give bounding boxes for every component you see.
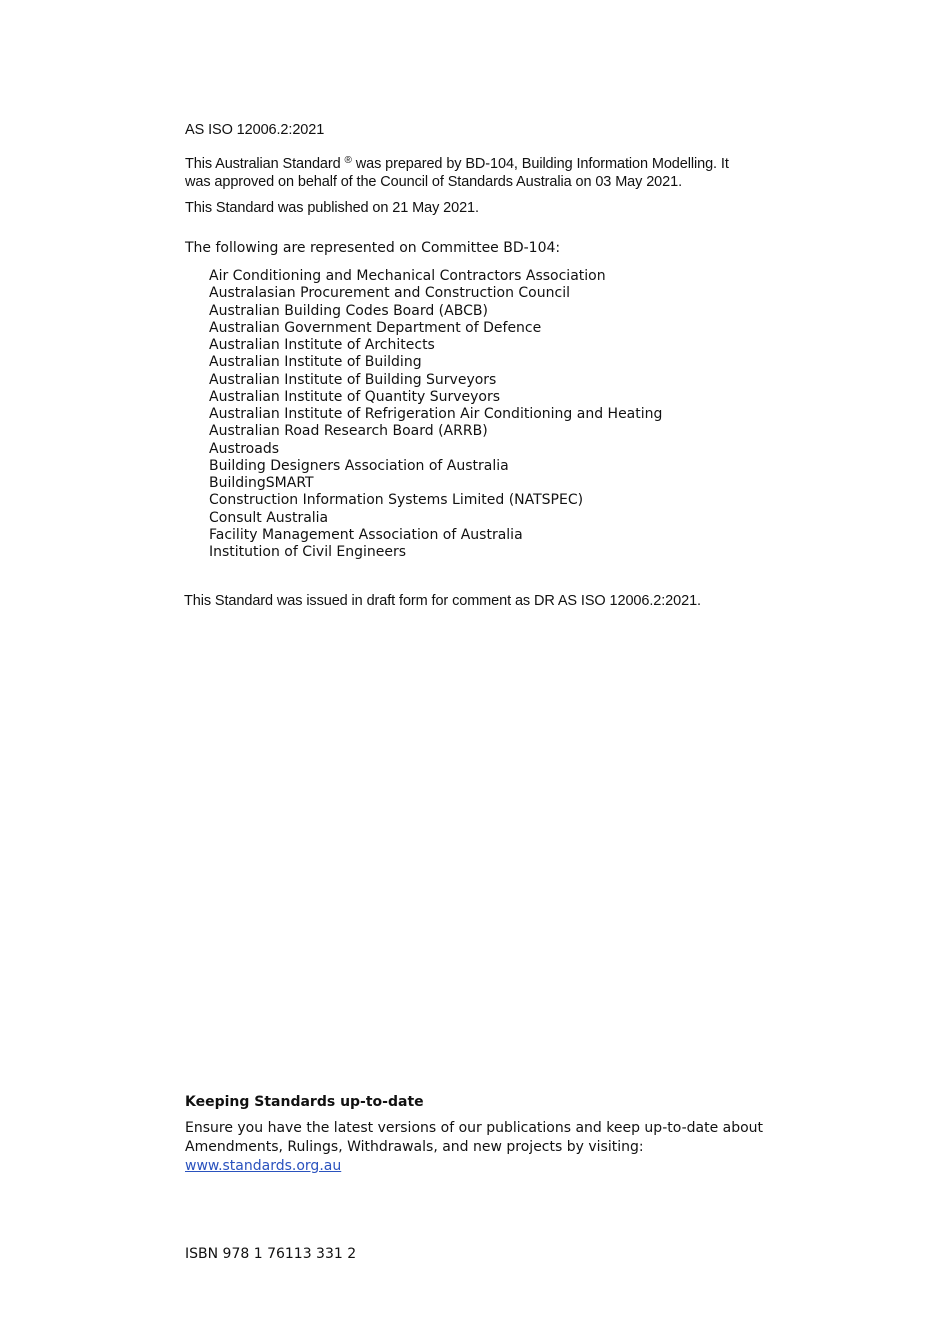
document-designation: AS ISO 12006.2:2021 xyxy=(185,122,325,138)
committee-member: Air Conditioning and Mechanical Contractors Association xyxy=(209,268,606,284)
committee-member: BuildingSMART xyxy=(209,475,314,491)
committee-member: Australasian Procurement and Construction Council xyxy=(209,285,570,302)
isbn-number: ISBN 978 1 76113 331 2 xyxy=(185,1246,357,1262)
committee-member: Australian Institute of Building Surveyors xyxy=(209,371,497,388)
committee-member: Facility Management Association of Australia xyxy=(209,526,523,543)
committee-member: Consult Australia xyxy=(209,509,329,526)
committee-member: Australian Government Department of Defence xyxy=(209,319,542,336)
committee-member: Building Designers Association of Australia xyxy=(209,457,509,474)
committee-member: Australian Road Research Board (ARRB) xyxy=(209,423,488,440)
keeping-standards-heading: Keeping Standards up-to-date xyxy=(185,1094,424,1110)
committee-heading: The following are represented on Committee BD-104: xyxy=(185,240,561,256)
committee-member: Australian Institute of Refrigeration Air Conditioning and Heating xyxy=(209,406,663,422)
committee-member: Austroads xyxy=(209,440,280,457)
preparation-text-before-mark: This Australian Standard xyxy=(185,156,341,172)
draft-issue-note: This Standard was issued in draft form for comment as DR AS ISO 12006.2:2021. xyxy=(184,593,701,609)
committee-member: Australian Institute of Building xyxy=(209,354,422,371)
registered-trademark-mark: ® xyxy=(344,155,352,166)
committee-member: Australian Institute of Architects xyxy=(209,337,435,353)
keeping-standards-text-line-2: Amendments, Rulings, Withdrawals, and new projects by visiting: xyxy=(185,1139,644,1155)
publication-date-statement: This Standard was published on 21 May 2021. xyxy=(185,200,479,216)
committee-member: Construction Information Systems Limited (NATSPEC) xyxy=(209,492,584,509)
preparation-statement-line-2: was approved on behalf of the Council of Standards Australia on 03 May 2021. xyxy=(185,174,683,190)
committee-member: Institution of Civil Engineers xyxy=(209,544,407,560)
committee-member: Australian Institute of Quantity Surveyors xyxy=(209,388,501,405)
committee-member: Australian Building Codes Board (ABCB) xyxy=(209,302,488,319)
committee-member-list xyxy=(209,268,662,561)
keeping-standards-text-line-1: Ensure you have the latest versions of our publications and keep up-to-date about xyxy=(185,1120,764,1136)
preparation-text-after-mark: was prepared by BD-104, Building Information Modelling. It xyxy=(355,156,729,172)
standards-website-link[interactable]: www.standards.org.au xyxy=(185,1158,342,1174)
preparation-statement-line-1 xyxy=(185,155,729,172)
